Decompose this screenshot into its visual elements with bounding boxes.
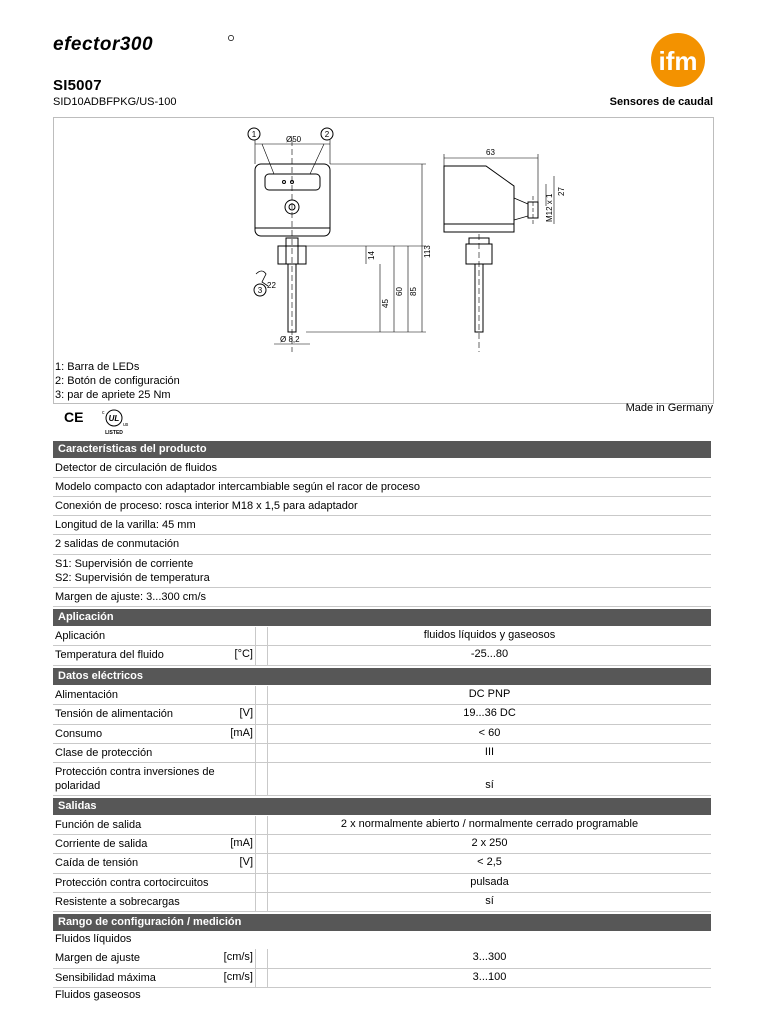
ce-mark: CE <box>64 409 84 425</box>
spec-row: Protección contra inversiones de polaridad sí <box>53 763 711 796</box>
dimension-drawing <box>174 124 594 360</box>
dim-45: 45 <box>381 299 390 308</box>
brand-text: efector300 <box>53 34 154 54</box>
dim-60: 60 <box>395 287 404 296</box>
spec-row: Aplicación fluidos líquidos y gaseosos <box>53 627 711 646</box>
section-header-product: Características del producto <box>53 441 711 458</box>
spec-row: Protección contra cortocircuitos pulsada <box>53 874 711 893</box>
section-header-range: Rango de configuración / medición <box>53 914 711 931</box>
dim-85: 85 <box>409 287 418 296</box>
dim-14: 14 <box>367 251 376 260</box>
gases-subheading: Fluidos gaseosos <box>55 989 141 1001</box>
marker-2-label: 2 <box>324 130 330 139</box>
ifm-logo <box>646 32 710 92</box>
product-feature-row: Conexión de proceso: rosca interior M18 x 1,5 para adaptador <box>53 497 711 516</box>
section-header-outputs: Salidas <box>53 798 711 815</box>
product-feature-row: Detector de circulación de fluidos <box>53 459 711 478</box>
dim-diameter-50: Ø50 <box>286 135 302 144</box>
section-header-application: Aplicación <box>53 609 711 626</box>
spec-row: Consumo [mA] < 60 <box>53 725 711 744</box>
sensor-head-side <box>444 166 514 232</box>
product-feature-row: Longitud de la varilla: 45 mm <box>53 516 711 535</box>
product-feature-row: 2 salidas de conmutación <box>53 535 711 555</box>
svg-text:us: us <box>123 422 129 428</box>
led-bar <box>265 174 320 190</box>
legend-item: 3: par de apriete 25 Nm <box>55 389 171 401</box>
dimension-drawing-panel <box>53 117 714 404</box>
logo-text: ifm <box>658 46 698 76</box>
svg-text:LISTED: LISTED <box>105 430 123 436</box>
spec-row: Alimentación DC PNP <box>53 686 711 705</box>
product-ordering-code: SID10ADBFPKG/US-100 <box>53 96 177 108</box>
spec-row: Función de salida 2 x normalmente abierto / normalmente cerrado programable <box>53 816 711 835</box>
product-feature-row: S1: Supervisión de corriente S2: Supervisión de temperatura <box>53 555 711 588</box>
spec-row: Tensión de alimentación [V] 19...36 DC <box>53 705 711 725</box>
legend-item: 1: Barra de LEDs <box>55 361 140 373</box>
section-header-electrical: Datos eléctricos <box>53 668 711 685</box>
spec-row: Margen de ajuste [cm/s] 3...300 <box>53 949 711 969</box>
marker-3-label: 3 <box>257 286 263 295</box>
certification-marks <box>62 406 142 438</box>
drawing-legend <box>55 360 180 402</box>
dim-m12: M12 x 1 <box>545 193 554 222</box>
spec-row: Resistente a sobrecargas sí <box>53 893 711 912</box>
spec-row: Sensibilidad máxima [cm/s] 3...100 <box>53 969 711 988</box>
spec-row: Corriente de salida [mA] 2 x 250 <box>53 835 711 854</box>
dim-wrench-22: 22 <box>267 281 276 290</box>
product-feature-row: Margen de ajuste: 3...300 cm/s <box>53 588 711 607</box>
liquids-subheading: Fluidos líquidos <box>55 933 132 945</box>
efector300-brand-logo <box>53 34 235 54</box>
dim-113: 113 <box>423 245 432 258</box>
marker-1-label: 1 <box>251 130 257 139</box>
made-in-germany: Made in Germany <box>625 402 713 414</box>
product-category: Sensores de caudal <box>609 96 713 108</box>
spec-row: Temperatura del fluido [°C] -25...80 <box>53 646 711 666</box>
dim-63: 63 <box>486 148 495 157</box>
product-feature-row: Modelo compacto con adaptador intercambiable según el racor de proceso <box>53 478 711 497</box>
spec-row: Clase de protección III <box>53 744 711 763</box>
dim-27: 27 <box>557 187 566 196</box>
spec-row: Caída de tensión [V] < 2,5 <box>53 854 711 874</box>
product-code: SI5007 <box>53 77 102 94</box>
legend-item: 2: Botón de configuración <box>55 375 180 387</box>
svg-text:c: c <box>102 410 105 416</box>
dim-diameter-8-2: Ø 8,2 <box>280 335 300 344</box>
svg-text:UL: UL <box>108 414 120 423</box>
